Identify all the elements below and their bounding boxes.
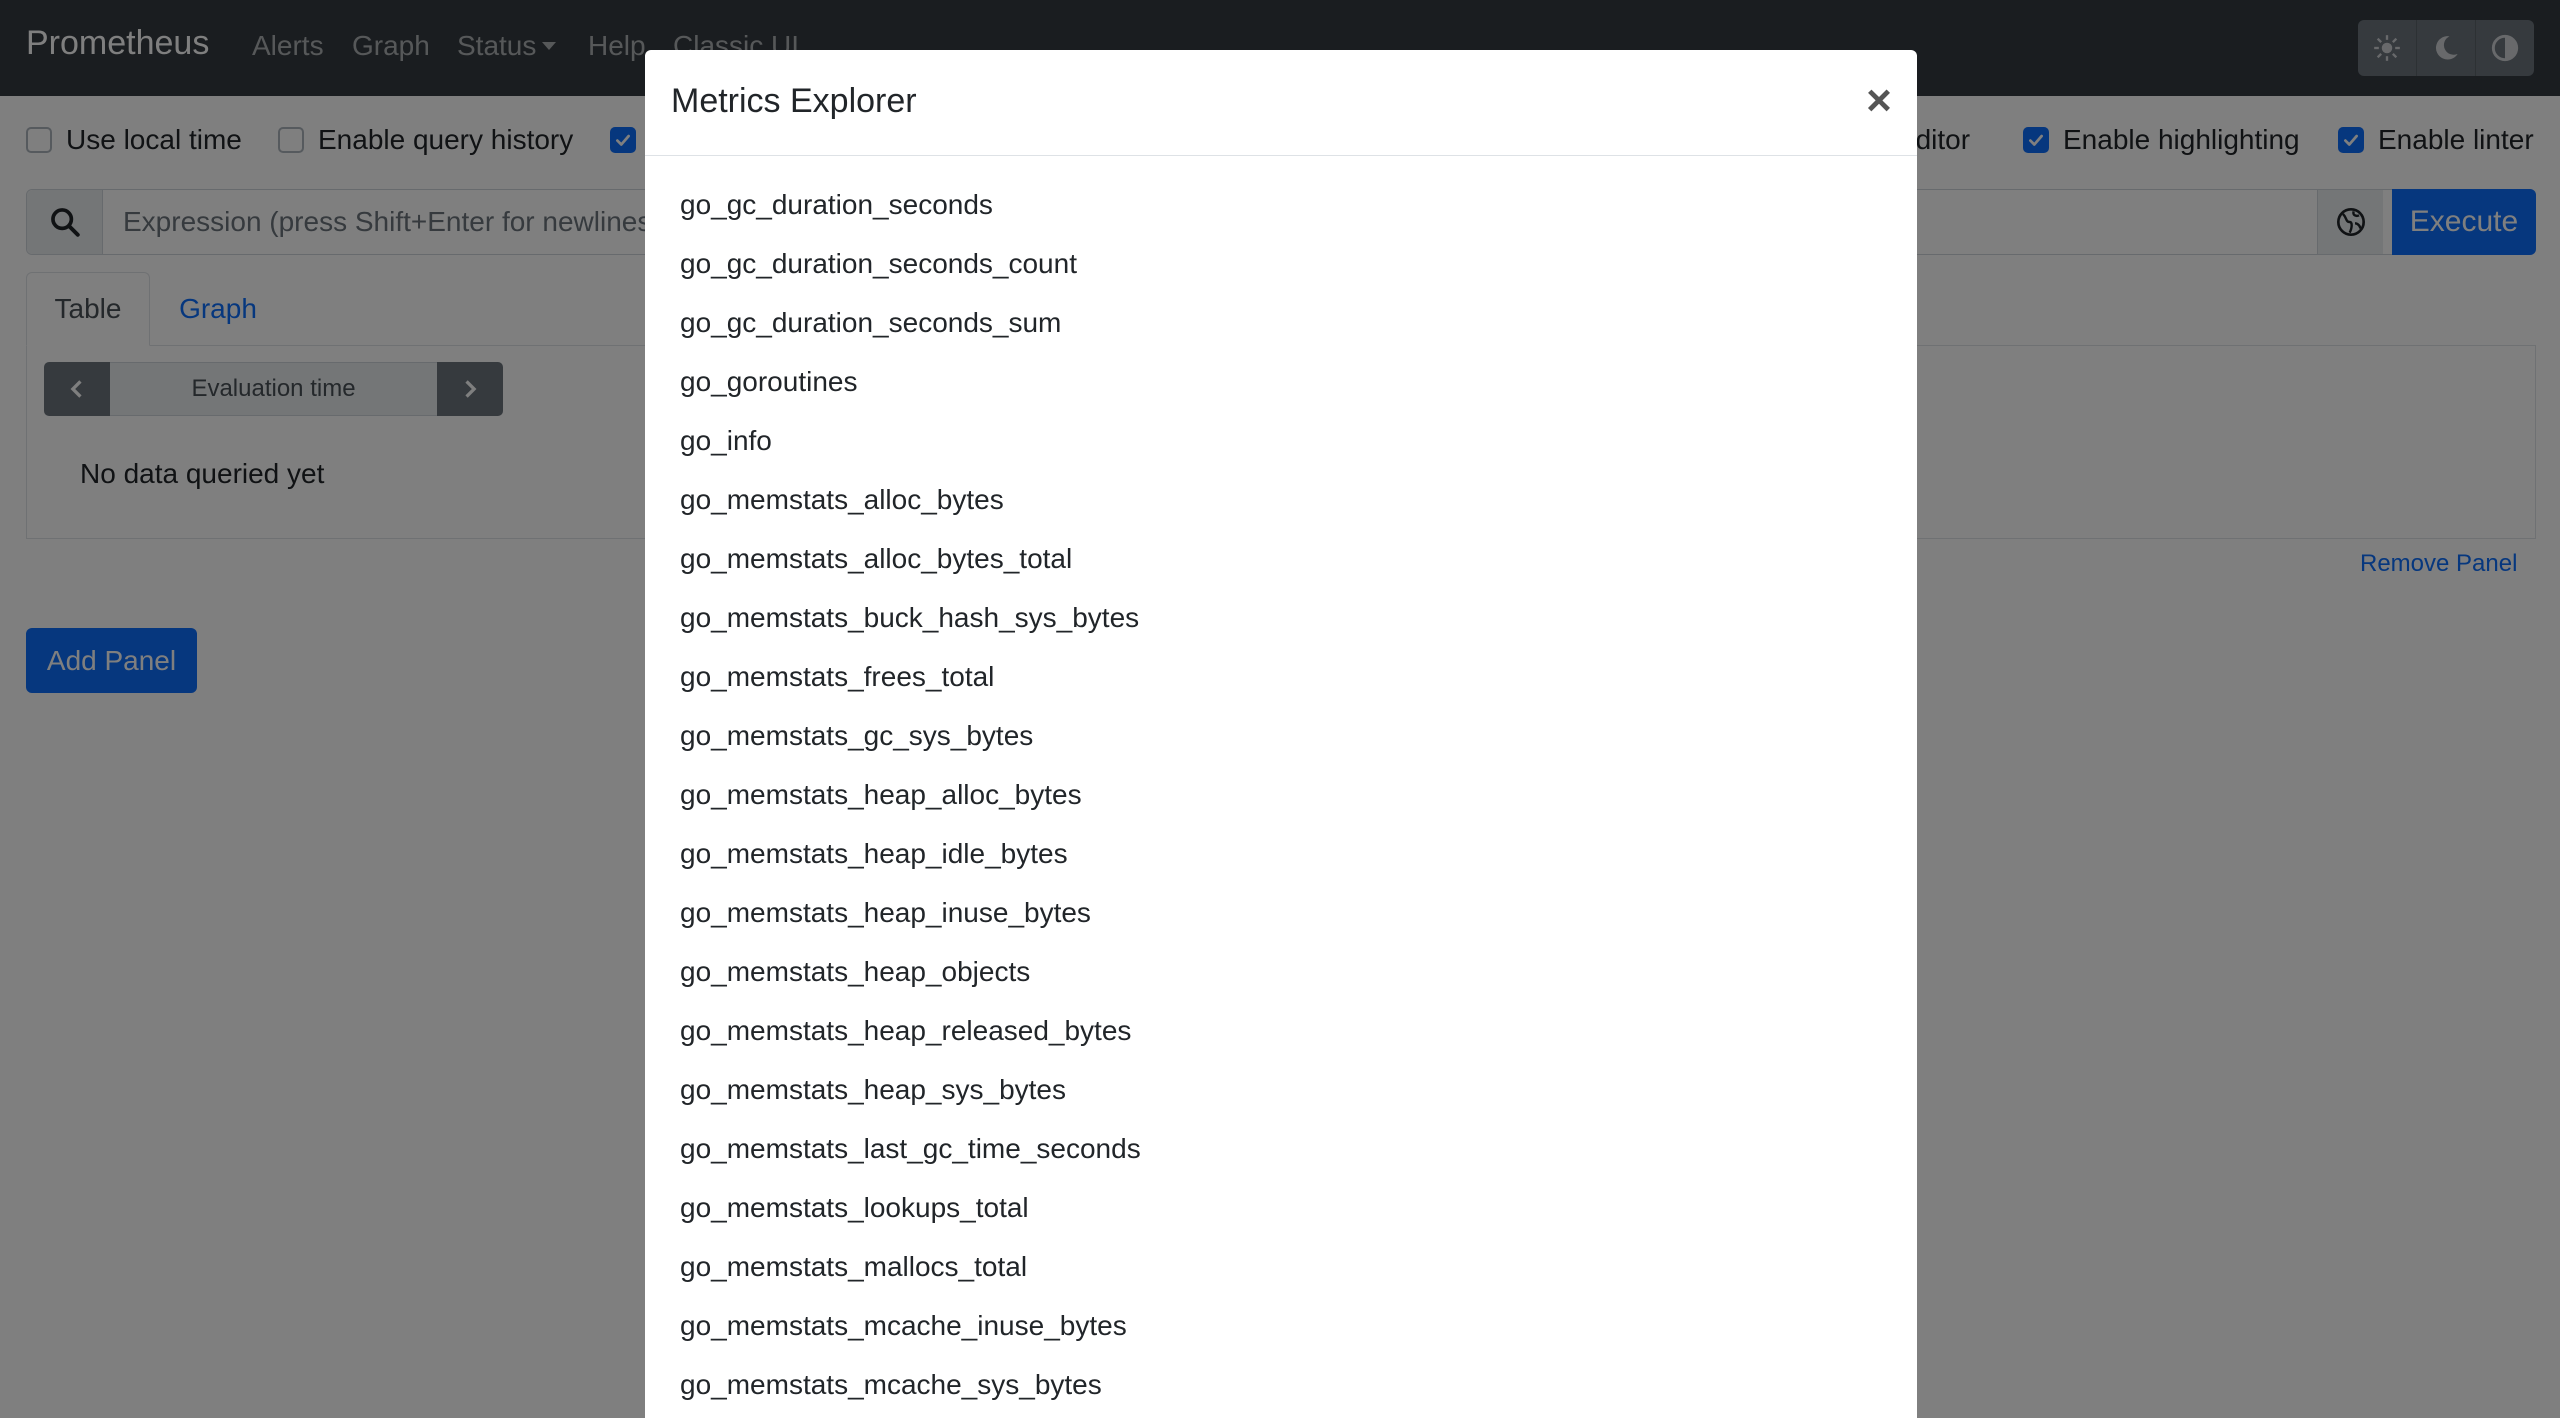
modal-header [645,50,1917,156]
metric-item[interactable]: go_memstats_mcache_sys_bytes [680,1369,1102,1400]
metric-item[interactable]: go_memstats_mallocs_total [680,1251,1028,1282]
metric-item[interactable]: go_gc_duration_seconds [680,189,993,220]
metric-item[interactable]: go_memstats_lookups_total [680,1192,1029,1223]
close-icon[interactable]: × [1866,76,1892,125]
metric-item[interactable]: go_memstats_heap_idle_bytes [680,838,1068,869]
metric-item[interactable]: go_memstats_heap_released_bytes [680,1015,1132,1046]
modal-title: Metrics Explorer [671,82,917,120]
metric-item[interactable]: go_memstats_heap_objects [680,956,1031,987]
metrics-explorer-modal [645,50,1917,1418]
metric-item[interactable]: go_memstats_alloc_bytes_total [680,543,1073,574]
metric-item[interactable]: go_gc_duration_seconds_count [680,248,1077,279]
metric-item[interactable]: go_info [680,425,772,456]
metric-item[interactable]: go_memstats_mcache_inuse_bytes [680,1310,1127,1341]
metric-item[interactable]: go_memstats_gc_sys_bytes [680,720,1034,751]
metric-list [680,188,1880,1418]
metric-item[interactable]: go_memstats_last_gc_time_seconds [680,1133,1141,1164]
metric-item[interactable]: go_memstats_heap_alloc_bytes [680,779,1082,810]
metric-item[interactable]: go_memstats_buck_hash_sys_bytes [680,602,1140,633]
metric-item[interactable]: go_gc_duration_seconds_sum [680,307,1062,338]
metric-item[interactable]: go_memstats_heap_inuse_bytes [680,897,1091,928]
metric-item[interactable]: go_memstats_alloc_bytes [680,484,1004,515]
metric-item[interactable]: go_goroutines [680,366,858,397]
metric-item[interactable]: go_memstats_frees_total [680,661,995,692]
metric-item[interactable]: go_memstats_heap_sys_bytes [680,1074,1066,1105]
